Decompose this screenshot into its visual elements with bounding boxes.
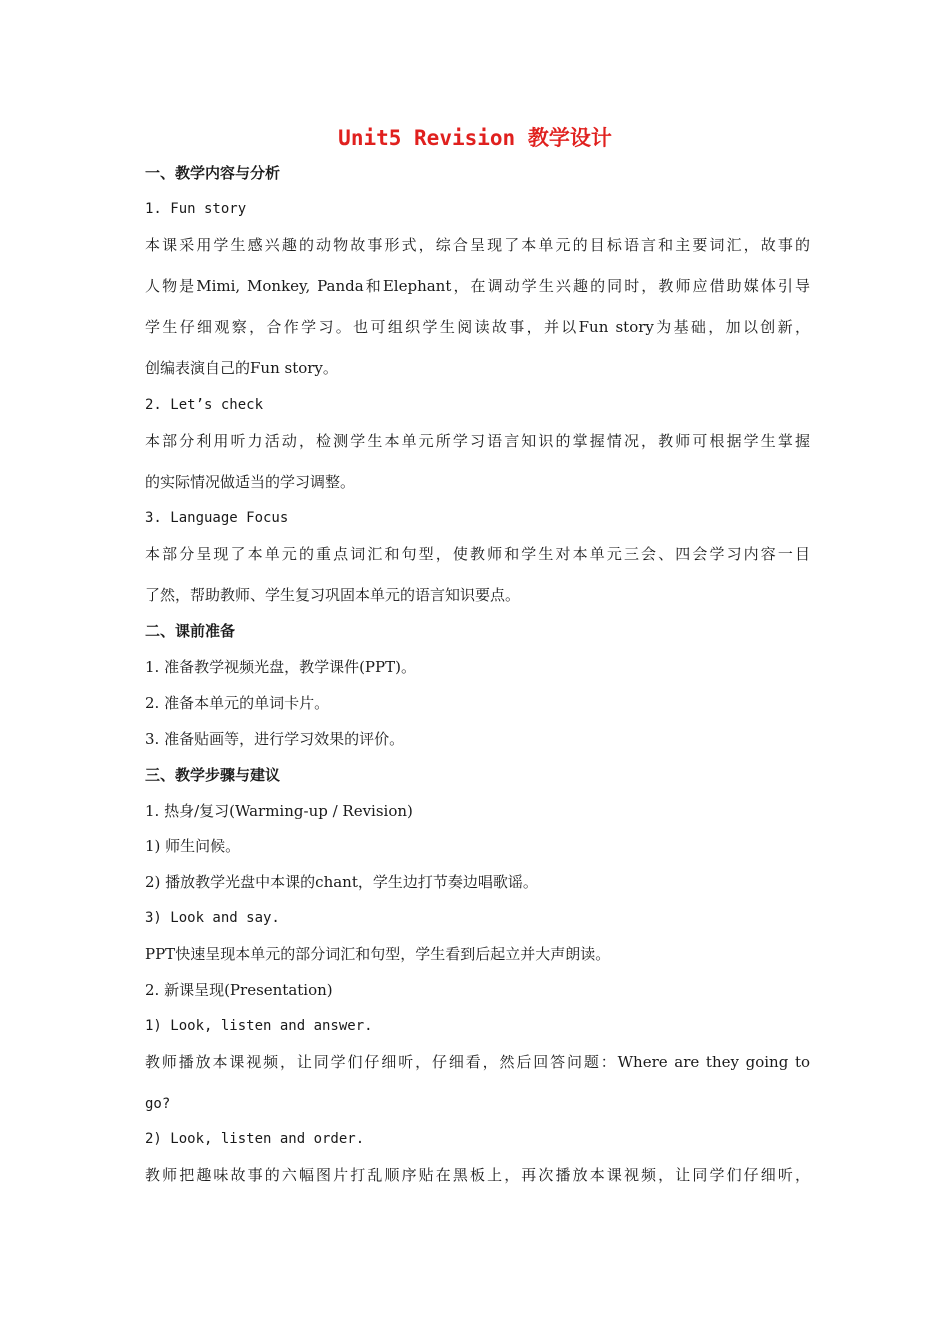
document-title: Unit5 Revision 教学设计 bbox=[338, 126, 612, 150]
paragraph-line: 教师播放本课视频，让同学们仔细听，仔细看，然后回答问题：Where are they going to bbox=[145, 1053, 810, 1071]
paragraph-line: 人物是Mimi, Monkey, Panda和Elephant，在调动学生兴趣的同时，教师应借助媒体引导 bbox=[145, 277, 810, 295]
paragraph-line: PPT快速呈现本单元的部分词汇和句型，学生看到后起立并大声朗读。 bbox=[145, 945, 611, 963]
item-lets-check: 2. Let’s check bbox=[145, 397, 264, 413]
step-warming-up: 1. 热身/复习(Warming-up / Revision) bbox=[145, 802, 413, 820]
list-item: 1) 师生问候。 bbox=[145, 837, 241, 855]
list-item: 3. 准备贴画等，进行学习效果的评价。 bbox=[145, 730, 405, 748]
paragraph-line: 学生仔细观察，合作学习。也可组织学生阅读故事，并以Fun story为基础，加以创新， bbox=[145, 318, 810, 336]
list-item: 2. 准备本单元的单词卡片。 bbox=[145, 694, 330, 712]
paragraph-line: 了然，帮助教师、学生复习巩固本单元的语言知识要点。 bbox=[145, 586, 521, 604]
paragraph-line: 本部分呈现了本单元的重点词汇和句型，使教师和学生对本单元三会、四会学习内容一目 bbox=[145, 545, 810, 563]
list-item: 1. 准备教学视频光盘，教学课件(PPT)。 bbox=[145, 658, 416, 676]
list-item: 2) 播放教学光盘中本课的chant，学生边打节奏边唱歌谣。 bbox=[145, 873, 538, 891]
paragraph-line: 本课采用学生感兴趣的动物故事形式，综合呈现了本单元的目标语言和主要词汇，故事的 bbox=[145, 236, 810, 254]
paragraph-line: go? bbox=[145, 1096, 171, 1112]
item-fun-story: 1. Fun story bbox=[145, 201, 247, 217]
list-item: 2) Look, listen and order. bbox=[145, 1131, 365, 1147]
paragraph-line: 的实际情况做适当的学习调整。 bbox=[145, 473, 356, 491]
item-language-focus: 3. Language Focus bbox=[145, 510, 289, 526]
step-presentation: 2. 新课呈现(Presentation) bbox=[145, 981, 333, 999]
paragraph-line: 本部分利用听力活动，检测学生本单元所学习语言知识的掌握情况，教师可根据学生掌握 bbox=[145, 432, 810, 450]
paragraph-line: 教师把趣味故事的六幅图片打乱顺序贴在黑板上，再次播放本课视频，让同学们仔细听， bbox=[145, 1166, 810, 1184]
list-item: 1) Look, listen and answer. bbox=[145, 1018, 373, 1034]
section-heading-content-analysis: 一、教学内容与分析 bbox=[145, 164, 281, 182]
section-heading-preparation: 二、课前准备 bbox=[145, 622, 236, 640]
list-item: 3) Look and say. bbox=[145, 910, 280, 926]
section-heading-teaching-steps: 三、教学步骤与建议 bbox=[145, 766, 281, 784]
paragraph-line: 创编表演自己的Fun story。 bbox=[145, 359, 338, 377]
